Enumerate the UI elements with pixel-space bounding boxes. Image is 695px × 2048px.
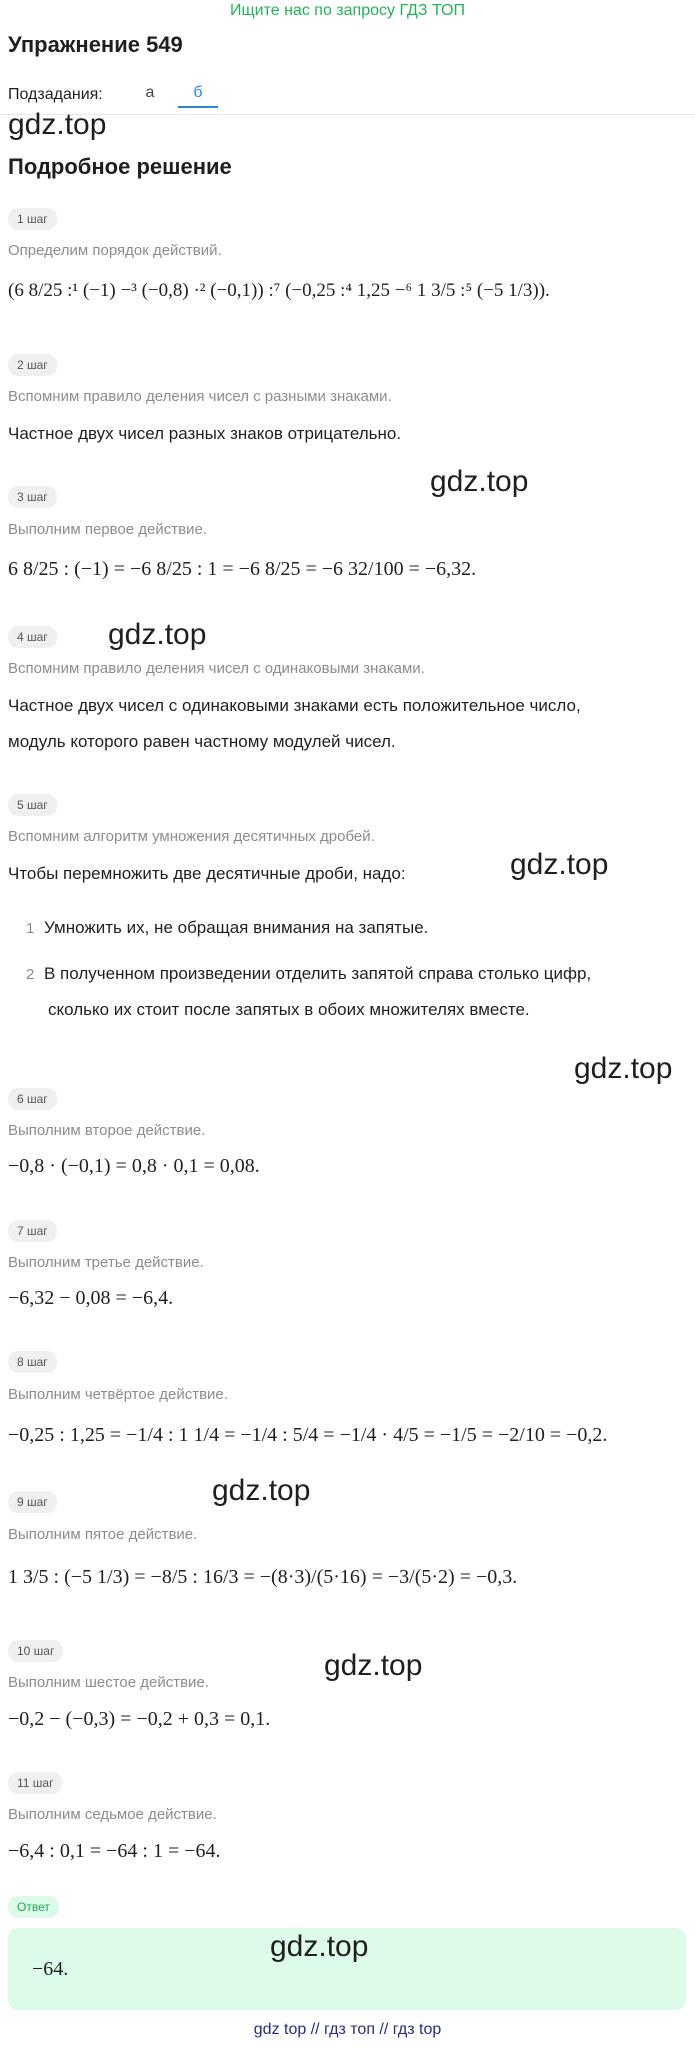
step-hint: Выполним пятое действие. (8, 1526, 198, 1543)
step-hint: Определим порядок действий. (8, 242, 222, 259)
answer-value: −64. (32, 1958, 69, 1980)
watermark: gdz.top (270, 1930, 369, 1963)
step-text: Частное двух чисел с одинаковыми знаками есть положительное число, (8, 696, 581, 715)
step-chip: 3 шаг (8, 486, 57, 508)
step-text: Чтобы перемножить две десятичные дроби, надо: (8, 864, 406, 883)
list-number: 1 (26, 920, 35, 937)
step-text: Частное двух чисел разных знаков отрицательно. (8, 424, 402, 443)
footer-links[interactable]: gdz top // гдз топ // гдз top (253, 2021, 442, 2038)
step-math: 6 8/25 : (−1) = −6 8/25 : 1 = −6 8/25 = −6 32/100 = −6,32. (8, 558, 477, 580)
list-item: В полученном произведении отделить запятой справа столько цифр, (44, 964, 592, 983)
step-hint: Выполним первое действие. (8, 521, 207, 538)
step-hint: Выполним шестое действие. (8, 1674, 209, 1691)
step-hint: Вспомним правило деления чисел с одинаковыми знаками. (8, 660, 425, 677)
step-chip: 5 шаг (8, 794, 57, 816)
solution-heading: Подробное решение (8, 154, 232, 179)
watermark: gdz.top (324, 1649, 423, 1682)
step-hint: Выполним третье действие. (8, 1254, 204, 1271)
step-math: −0,8 · (−0,1) = 0,8 · 0,1 = 0,08. (8, 1155, 260, 1177)
step-chip: 6 шаг (8, 1088, 57, 1110)
step-chip: 4 шаг (8, 626, 57, 648)
step-chip: 1 шаг (8, 208, 57, 230)
list-item: сколько их стоит после запятых в обоих множителях вместе. (48, 1000, 530, 1019)
list-item: Умножить их, не обращая внимания на запятые. (44, 918, 429, 937)
watermark: gdz.top (8, 108, 107, 141)
step-chip: 8 шаг (8, 1351, 57, 1373)
search-banner[interactable]: Ищите нас по запросу ГДЗ ТОП (230, 2, 465, 19)
step-chip: 2 шаг (8, 354, 57, 376)
answer-chip: Ответ (8, 1896, 59, 1918)
watermark: gdz.top (574, 1052, 673, 1085)
step-math: −6,32 − 0,08 = −6,4. (8, 1287, 174, 1309)
watermark: gdz.top (510, 848, 609, 881)
subtasks-label: Подзадания: (8, 86, 103, 103)
step-chip: 9 шаг (8, 1491, 57, 1513)
step-math: 1 3/5 : (−5 1/3) = −8/5 : 16/3 = −(8·3)/(5·16) = −3/(5·2) = −0,3. (8, 1566, 518, 1588)
step-hint: Выполним седьмое действие. (8, 1806, 217, 1823)
step-math: −0,25 : 1,25 = −1/4 : 1 1/4 = −1/4 : 5/4 = −1/4 · 4/5 = −1/5 = −2/10 = −0,2. (8, 1424, 608, 1446)
tab-b[interactable]: б (178, 80, 218, 108)
tab-a[interactable]: а (145, 84, 155, 101)
step-chip: 10 шаг (8, 1640, 63, 1662)
step-math: −6,4 : 0,1 = −64 : 1 = −64. (8, 1840, 221, 1862)
watermark: gdz.top (108, 618, 207, 651)
step-hint: Вспомним правило деления чисел с разными знаками. (8, 388, 392, 405)
step-hint: Вспомним алгоритм умножения десятичных дробей. (8, 828, 375, 845)
list-number: 2 (26, 966, 35, 983)
step-math: (6 8/25 :¹ (−1) −³ (−0,8) ·² (−0,1)) :⁷ (−0,25 :⁴ 1,25 −⁶ 1 3/5 :⁵ (−5 1/3)). (8, 280, 550, 301)
watermark: gdz.top (430, 465, 529, 498)
watermark: gdz.top (212, 1474, 311, 1507)
step-math: −0,2 − (−0,3) = −0,2 + 0,3 = 0,1. (8, 1708, 271, 1730)
step-chip: 11 шаг (8, 1772, 62, 1794)
step-hint: Выполним второе действие. (8, 1122, 206, 1139)
step-chip: 7 шаг (8, 1220, 57, 1242)
page-title: Упражнение 549 (8, 32, 183, 57)
step-text: модуль которого равен частному модулей чисел. (8, 732, 396, 751)
step-hint: Выполним четвёртое действие. (8, 1386, 228, 1403)
